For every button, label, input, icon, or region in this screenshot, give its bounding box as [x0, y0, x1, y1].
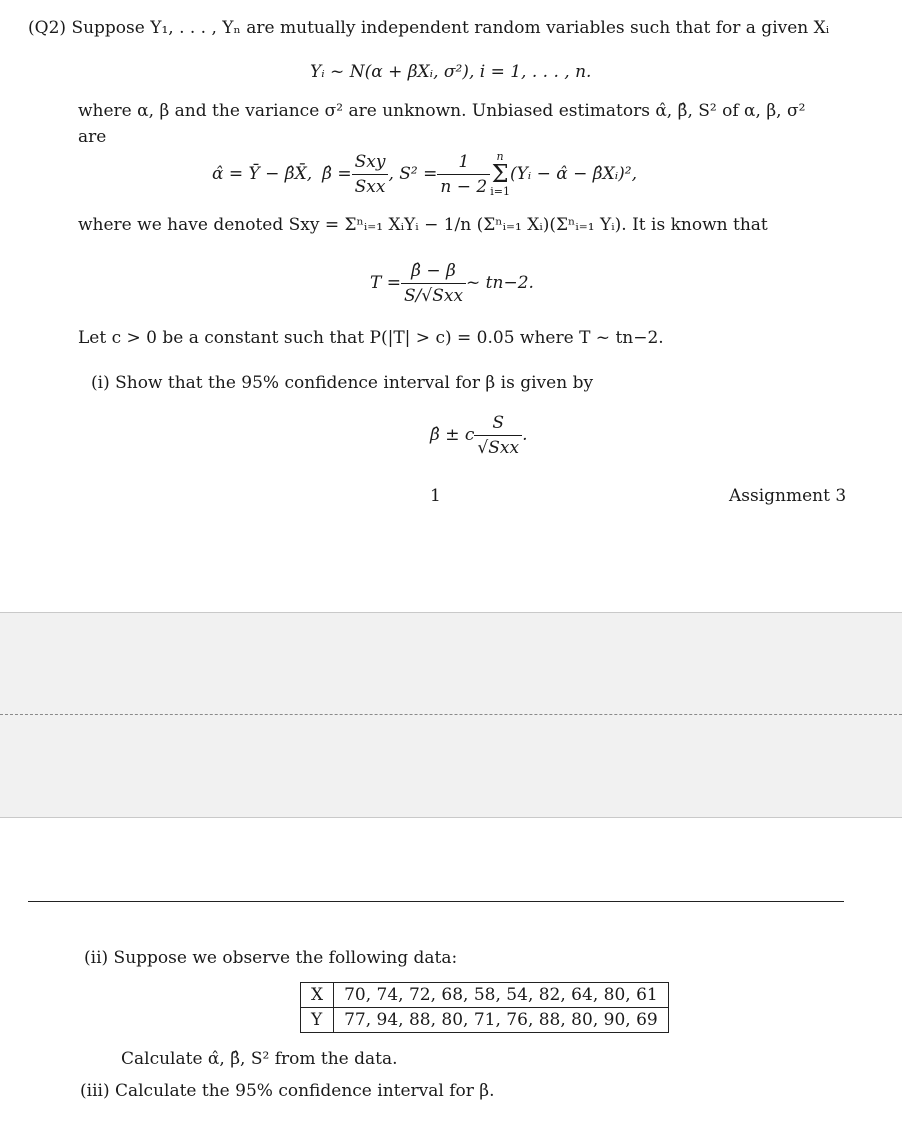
- t-numerator: β̂ − β: [411, 260, 456, 281]
- row-values: 70, 74, 72, 68, 58, 54, 82, 64, 80, 61: [334, 983, 669, 1008]
- s2-lhs: , S² =: [388, 164, 438, 184]
- calculate-instruction: Calculate α̂, β̂, S² from the data.: [121, 1049, 398, 1069]
- page-break-divider: [0, 714, 902, 715]
- ci-numerator: S: [492, 412, 505, 433]
- question-label: (Q2): [28, 18, 67, 38]
- alpha-hat-estimator: α̂ = Ȳ − β̂X̄,: [212, 164, 313, 184]
- sigma-symbol: Σ: [491, 160, 509, 188]
- s2-rhs: (Yᵢ − α̂ − β̂Xᵢ)²,: [509, 164, 638, 184]
- part-i-text: (i) Show that the 95% confidence interval for β is given by: [91, 373, 594, 393]
- question-intro-text: Suppose Y₁, . . . , Yₙ are mutually independent random variables such that for a given Xᵢ: [71, 18, 830, 38]
- s2-fraction: [437, 152, 490, 197]
- beta-hat-lhs: β̂ =: [322, 164, 352, 184]
- confidence-interval-formula: [430, 406, 527, 464]
- sum-upper: n: [496, 150, 504, 163]
- t-lhs: T =: [370, 273, 401, 293]
- beta-hat-denominator: Sxx: [352, 174, 389, 197]
- estimators-equation: [212, 142, 637, 206]
- page-gap: [0, 612, 902, 818]
- s2-numerator: 1: [458, 151, 470, 172]
- ci-denominator: √Sxx: [474, 435, 522, 458]
- data-table: [300, 982, 669, 1033]
- table-row: [301, 1008, 669, 1033]
- sxy-definition: where we have denoted Sxy = Σⁿᵢ₌₁ XᵢYᵢ − 1/n (Σⁿᵢ₌₁ Xᵢ)(Σⁿᵢ₌₁ Yᵢ). It is known that: [78, 215, 768, 235]
- ci-period: .: [522, 425, 528, 445]
- ci-fraction: [474, 413, 522, 458]
- t-fraction: [401, 261, 466, 306]
- model-equation: Yᵢ ~ N(α + βXᵢ, σ²), i = 1, . . . , n.: [310, 62, 592, 82]
- header-rule: [28, 901, 844, 902]
- constant-c-definition: Let c > 0 be a constant such that P(|T| > c) = 0.05 where T ~ tn−2.: [78, 328, 664, 348]
- part-ii-text: (ii) Suppose we observe the following data:: [84, 948, 458, 968]
- are-word: are: [78, 127, 107, 147]
- beta-hat-numerator: Sxy: [354, 151, 386, 172]
- t-statistic: [370, 254, 534, 312]
- t-rhs: ~ tn−2.: [466, 273, 534, 293]
- part-iii-text: (iii) Calculate the 95% confidence interval for β.: [80, 1081, 495, 1101]
- table-row: [301, 983, 669, 1008]
- summation: [490, 151, 510, 197]
- row-label: Y: [301, 1008, 334, 1033]
- row-label: X: [301, 983, 334, 1008]
- page-number: 1: [430, 486, 441, 506]
- s2-denominator: n − 2: [437, 174, 490, 197]
- question-intro: [28, 18, 829, 38]
- beta-hat-fraction: [352, 152, 389, 197]
- row-values: 77, 94, 88, 80, 71, 76, 88, 80, 90, 69: [334, 1008, 669, 1033]
- footer-title: Assignment 3: [729, 486, 847, 506]
- ci-lhs: β̂ ± c: [430, 425, 475, 445]
- unknowns-line: where α, β and the variance σ² are unknown. Unbiased estimators α̂, β̂, S² of α, β, σ²: [78, 101, 806, 121]
- sum-lower: i=1: [490, 185, 510, 198]
- t-denominator: S/√Sxx: [401, 283, 466, 306]
